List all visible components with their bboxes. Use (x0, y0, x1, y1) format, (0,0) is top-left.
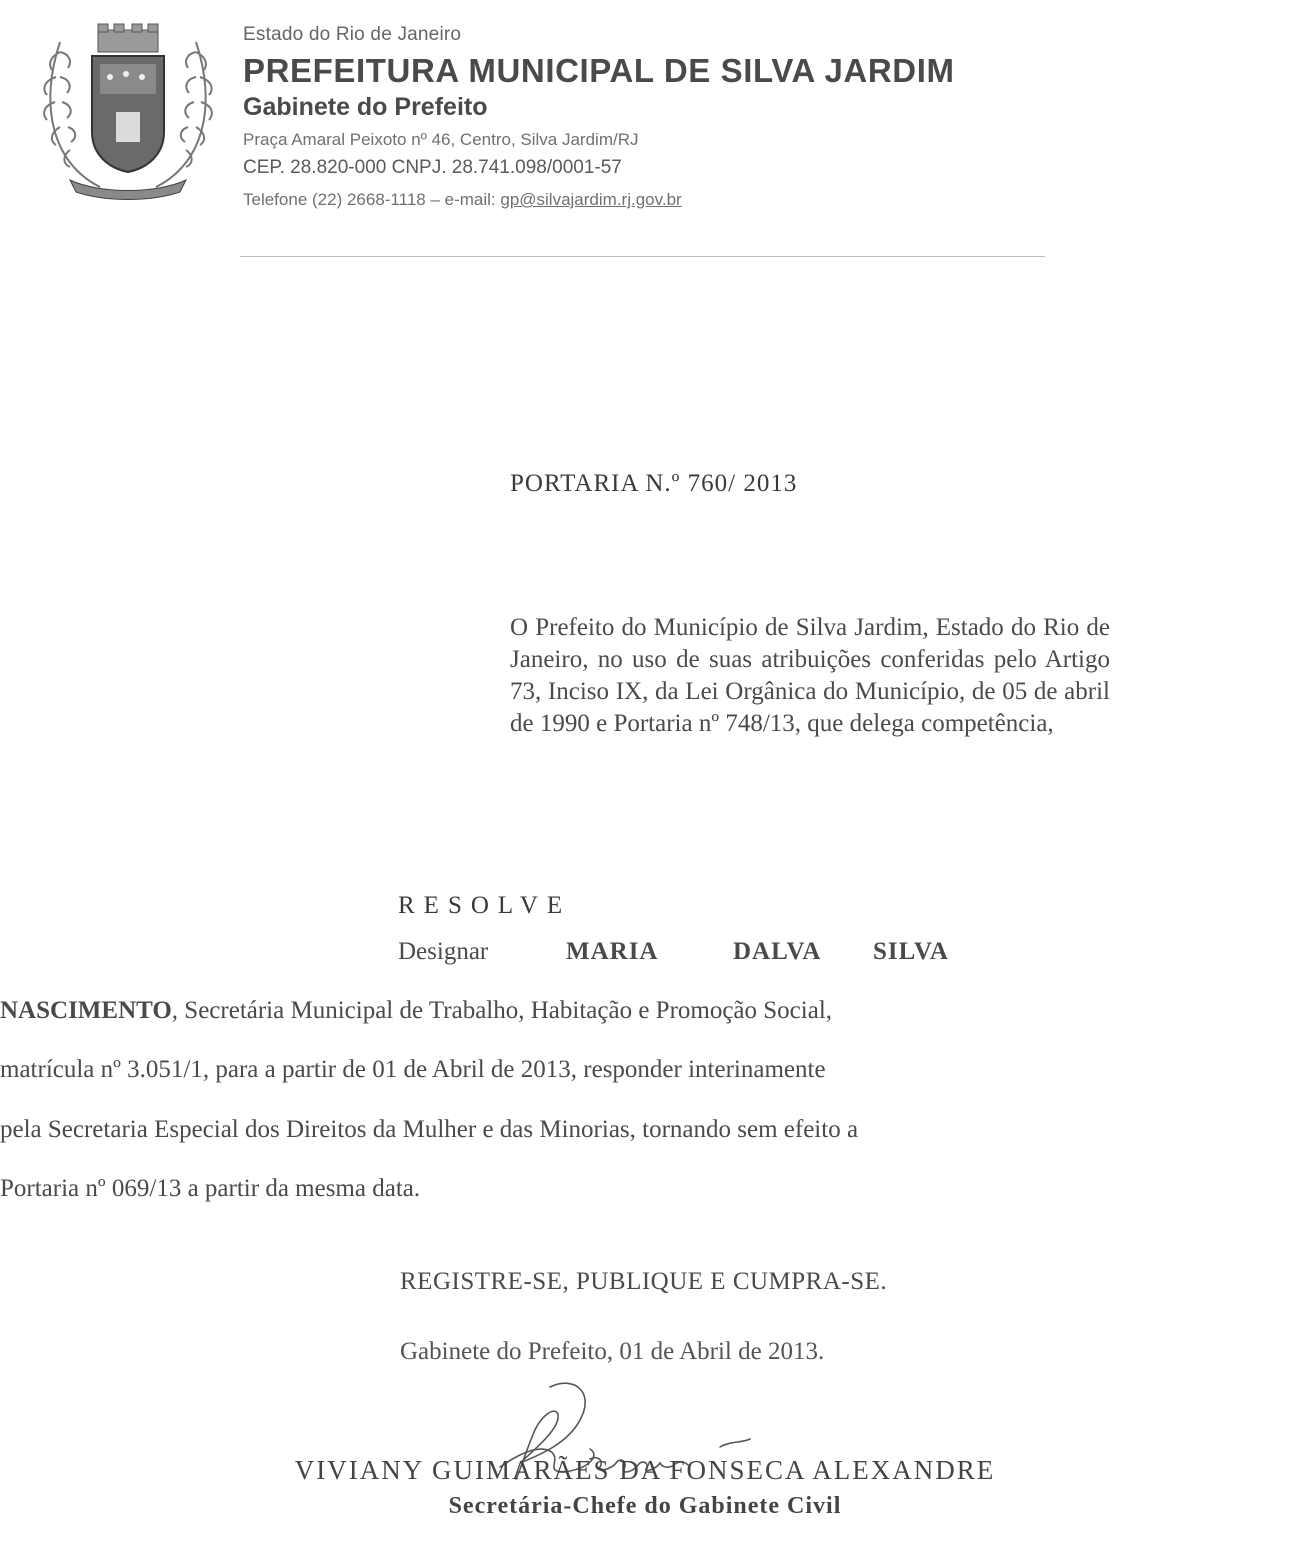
letterhead-subtitle: Gabinete do Prefeito (243, 93, 488, 121)
letterhead-telephone: Telefone (22) 2668-1118 – e-mail: (243, 190, 501, 209)
resolve-heading: RESOLVE (398, 892, 572, 919)
document-date: Gabinete do Prefeito, 01 de Abril de 2013. (400, 1338, 825, 1365)
portaria-number: PORTARIA N.º 760/ 2013 (510, 470, 798, 497)
preamble-paragraph: O Prefeito do Município de Silva Jardim, Estado do Rio de Janeiro, no uso de suas atribuições conferidas pelo Artigo 73, Inciso IX, da Lei Orgânica do Município, de 05 de abril de 1990 e Portaria nº 748/13, que delega competência, (510, 614, 1110, 737)
designation-line: pela Secretaria Especial dos Direitos da Mulher e das Minorias, tornando sem efeito a (0, 1116, 859, 1143)
closing-formula: REGISTRE-SE, PUBLIQUE E CUMPRA-SE. (400, 1268, 888, 1295)
designee-name-word: MARIA (566, 938, 659, 965)
municipal-coat-of-arms-icon (30, 22, 226, 200)
designation-line-text: , Secretária Municipal de Trabalho, Habitação e Promoção Social, (171, 997, 833, 1024)
signatory-role: Secretária-Chefe do Gabinete Civil (448, 1493, 842, 1519)
designee-name-word: SILVA (873, 938, 949, 965)
letterhead-divider (240, 256, 1045, 257)
designation-line: matrícula nº 3.051/1, para a partir de 01 de Abril de 2013, responder interinamente (0, 1056, 826, 1083)
letterhead-contact (243, 190, 682, 210)
letterhead-title: PREFEITURA MUNICIPAL DE SILVA JARDIM (243, 52, 955, 89)
letterhead-email-link[interactable]: gp@silvajardim.rj.gov.br (500, 190, 682, 209)
designation-line (0, 997, 832, 1025)
letterhead-state: Estado do Rio de Janeiro (243, 24, 462, 45)
designee-surname: NASCIMENTO (0, 997, 172, 1024)
designation-line: Portaria nº 069/13 a partir da mesma data. (0, 1175, 421, 1202)
letterhead-cep-cnpj: CEP. 28.820-000 CNPJ. 28.741.098/0001-57 (243, 157, 622, 178)
letterhead-address: Praça Amaral Peixoto nº 46, Centro, Silva Jardim/RJ (243, 130, 639, 149)
signatory-name: VIVIANY GUIMARÃES DA FONSECA ALEXANDRE (294, 1455, 996, 1485)
designee-name-word: DALVA (733, 938, 822, 965)
designation-lead: Designar (398, 938, 489, 965)
